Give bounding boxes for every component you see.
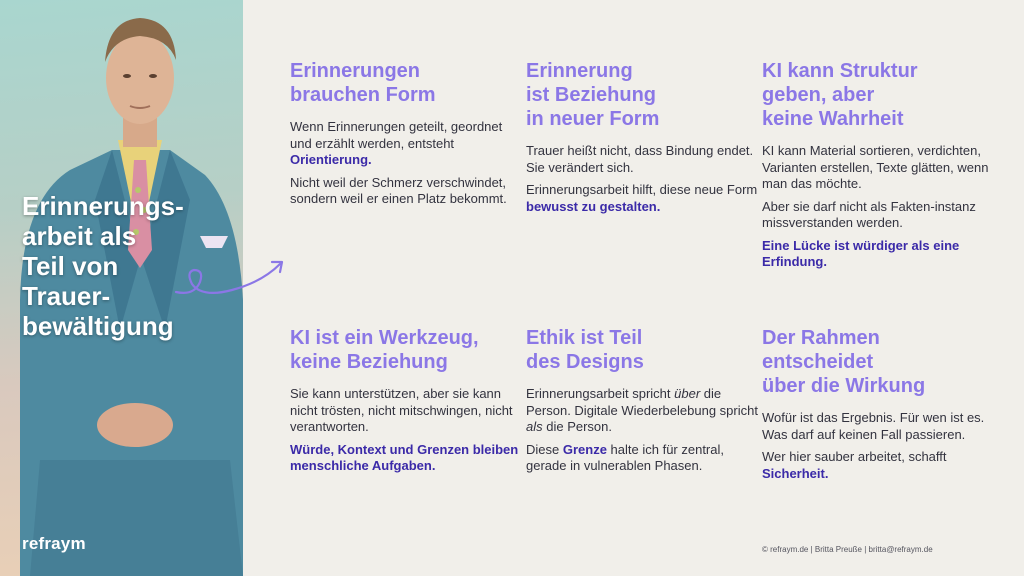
card-title: KI kann Struktur geben, aber keine Wahrheit [762, 60, 918, 130]
card-text: Sie kann unterstützen, aber sie kann nicht trösten, nicht mitschwingen, nicht verantworten. [290, 386, 513, 434]
curly-arrow-icon [172, 252, 292, 302]
card-erinnerungen-form [290, 59, 522, 214]
card-text: Nicht weil der Schmerz verschwindet, sondern weil er einen Platz bekommt. [290, 174, 507, 206]
card-text: Wofür ist das Ergebnis. Für wen ist es. Was darf auf keinen Fall passieren. [762, 410, 985, 442]
page-title: Erinnerungs- arbeit als Teil von Trauer- bewältigung [22, 191, 184, 341]
card-title: Ethik ist Teil des Designs [526, 327, 644, 373]
card-rahmen-wirkung [762, 326, 994, 488]
card-title: Erinnerung ist Beziehung in neuer Form [526, 60, 660, 130]
card-text: Diese Grenze halte ich für zentral, gerade in vulnerablen Phasen. [526, 441, 724, 473]
card-emphasis: Eine Lücke ist würdiger als eine Erfindung. [762, 237, 960, 269]
card-text: KI kann Material sortieren, verdichten, Varianten erstellen, Texte glätten, wenn man das möchte. [762, 143, 989, 191]
card-ki-werkzeug [290, 326, 522, 481]
brand-logo: refraym [22, 534, 86, 553]
card-ki-struktur [762, 59, 994, 277]
card-ethik-design [526, 326, 758, 481]
card-text: Wenn Erinnerungen geteilt, geordnet und erzählt werden, entsteht Orientierung. [290, 119, 503, 167]
card-text: Erinnerungsarbeit spricht über die Person. Digitale Wiederbelebung spricht als die Person. [526, 386, 758, 434]
card-title: Der Rahmen entscheidet über die Wirkung [762, 327, 926, 397]
card-emphasis: Würde, Kontext und Grenzen bleiben menschliche Aufgaben. [290, 441, 519, 473]
card-title: Erinnerungen brauchen Form [290, 60, 436, 106]
card-text: Aber sie darf nicht als Fakten-instanz missverstanden werden. [762, 198, 976, 230]
card-text: Trauer heißt nicht, dass Bindung endet. Sie verändert sich. [526, 143, 754, 175]
card-text: Erinnerungsarbeit hilft, diese neue Form bewusst zu gestalten. [526, 182, 758, 214]
card-title: KI ist ein Werkzeug, keine Beziehung [290, 327, 479, 373]
footer-credits: © refraym.de | Britta Preuße | britta@refraym.de [762, 545, 933, 554]
card-erinnerung-beziehung [526, 59, 758, 221]
card-text: Wer hier sauber arbeitet, schafft Sicherheit. [762, 449, 947, 481]
